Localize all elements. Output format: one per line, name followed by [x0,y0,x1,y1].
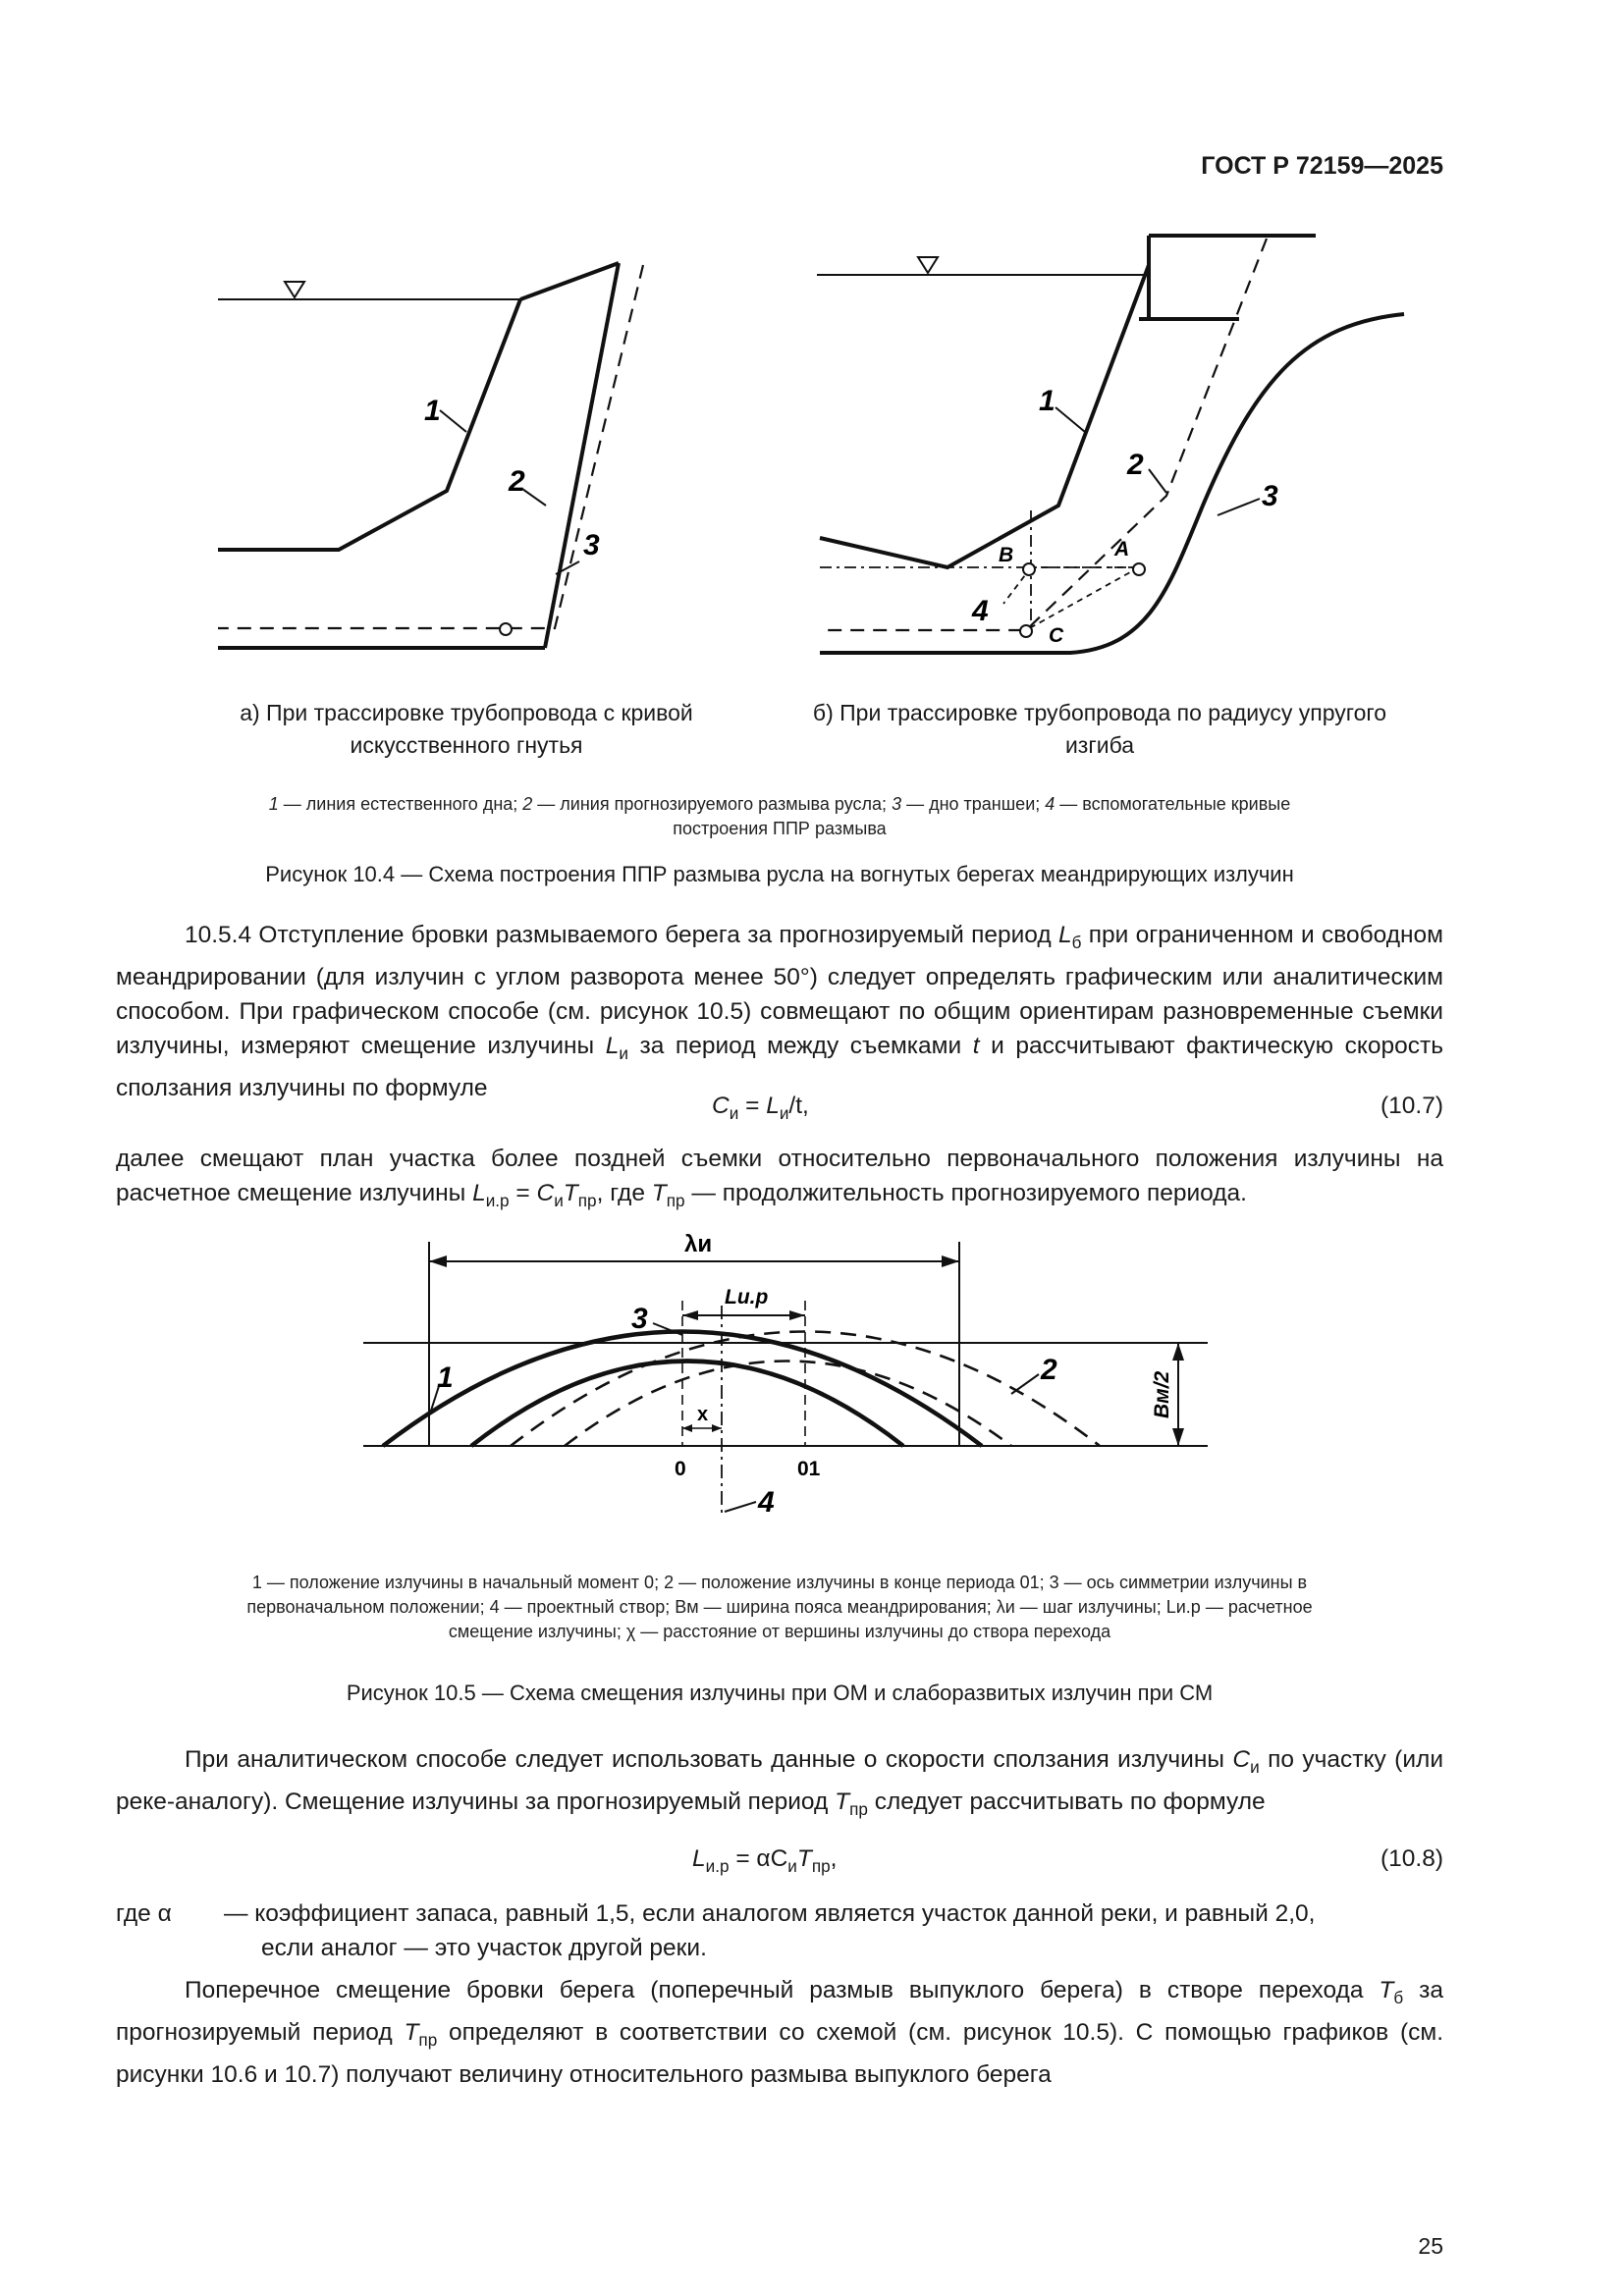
fig-b-label-4: 4 [972,595,989,627]
fig-a-erosion-line [218,265,643,628]
figure-10-5-caption: Рисунок 10.5 — Схема смещения излучины при ОМ и слаборазвитых излучин при СМ [346,1681,1214,1705]
fig5-label-bm: Bм/2 [1151,1370,1173,1418]
fig5-label-2: 2 [1041,1354,1057,1386]
formula-10-8: $L_{и.р} = \alpha C_иT_{пр}$, [692,1845,838,1876]
fig-b-erosion-line [820,239,1267,630]
document-id: ГОСТ Р 72159—2025 [1201,152,1443,180]
fig-a-label-3: 3 [583,529,600,561]
fig5-meander-inner-initial [471,1362,903,1447]
fig5-label-1: 1 [437,1362,454,1394]
where-clause: где α — коэффициент запаса, равный 1,5, если аналогом является участок данной реки, и равный 2,0, если аналог — это участок другой реки. [116,1896,1443,1965]
fig-a-trench-wall [545,263,619,648]
fig5-meander-inner-shifted [565,1362,1011,1447]
fig-b-label-3: 3 [1262,480,1278,512]
fig5-label-3: 3 [631,1303,648,1335]
formula-10-7: $C_и = L_и/t$, [712,1093,809,1123]
figure-10-4-legend: 1 — линия естественного дна; 2 — линия прогнозируемого размыва русла; 3 — дно траншеи; 4 — вспомогательные кривые построения ППР размыва [268,794,1291,838]
paragraph-analytical-method: При аналитическом способе следует использовать данные о скорости сползания излучины $C_и$ по участку (или реке-аналогу). Смещение излучины за прогнозируемый период $T_{пр}$ следует рассчитывать по формуле [116,1746,1444,1819]
fig5-label-01: 01 [797,1458,821,1480]
page-number: 25 [1418,2233,1443,2259]
fig-b-label-A: A [1114,538,1130,561]
paragraph-shift-plan: далее смещают план участка более поздней съемки относительно первоначального положения излучины на расчетное смещение излучины $L_{и.р} = C_иT_{пр}$, где $T_{пр}$ — продолжительность прогнозируемого периода. [116,1146,1443,1210]
fig5-label-x: x [697,1404,709,1425]
fig-b-label-2: 2 [1127,449,1144,481]
paragraph-transverse-shift: Поперечное смещение бровки берега (поперечный размыв выпуклого берега) в створе перехода $T_б$ за прогнозируемый период $T_{пр}$ определяют в соответствии со схемой (см. рисунок 10.5). С помощью графиков (см. рисунки 10.6 и 10.7) получают величину относительного размыва выпуклого берега [116,1977,1444,2088]
fig-b-label-1: 1 [1039,385,1056,417]
formula-10-7-number: (10.7) [1380,1093,1443,1119]
fig-a-point [500,623,512,635]
fig5-label-0: 0 [675,1458,686,1480]
figure-10-4-caption: Рисунок 10.4 — Схема построения ППР размыва русла на вогнутых берегах меандрирующих излучин [265,862,1294,886]
fig5-label-Lir: Lи.р [725,1286,769,1308]
fig-b-natural-bottom-line [820,265,1149,567]
fig-a-caption-line1: а) При трассировке трубопровода с кривой [240,700,693,725]
fig-a-trench-top [520,263,619,299]
fig-b-label-B: B [999,544,1014,566]
formula-10-8-number: (10.8) [1380,1845,1443,1872]
figure-10-4-drawings [0,0,1624,707]
fig-b-label-C: C [1049,624,1064,647]
fig5-label-4: 4 [758,1486,775,1519]
fig-b-point-B [1023,563,1035,575]
paragraph-10-5-4: 10.5.4 Отступление бровки размываемого берега за прогнозируемый период $L_б$ при ограниченном и свободном меандрировании (для излучин с углом разворота менее 50°) следует определять графическим или аналитическим способом. При графическом способе (см. рисунок 10.5) совмещают по общим ориентирам разновременные съемки излучины, измеряют смещение излучины $L_и$ за период между съемками t и рассчитывают фактическую скорость сползания излучины по формуле [116,922,1443,1101]
fig-a-natural-bottom-line [218,299,520,550]
where-symbol: где α [116,1900,172,1927]
fig-b-point-C [1020,625,1032,637]
fig-a-label-1: 1 [424,395,441,427]
fig-b-caption-line1: б) При трассировке трубопровода по радиусу упругого [812,700,1387,725]
fig-a-caption-line2: искусственного гнутья [350,732,583,758]
fig5-label-lambda: λи [684,1231,713,1257]
figure-10-5-legend: 1 — положение излучины в начальный момент 0; 2 — положение излучины в конце периода 01; 3 — ось симметрии излучины в первоначальном положении; 4 — проектный створ; Bм — ширина пояса меандрирования; λи — шаг излучины; Lи.р — расчетное смещение излучины; χ — расстояние от вершины излучины до створа перехода [246,1573,1313,1641]
fig-b-point-A [1133,563,1145,575]
figure-10-5-drawing [0,1217,1624,1541]
fig-a-label-2: 2 [509,465,525,498]
fig-b-water-marker-icon [918,257,938,273]
fig-b-caption-line2: изгиба [1064,732,1135,758]
fig-a-water-marker-icon [285,282,304,297]
